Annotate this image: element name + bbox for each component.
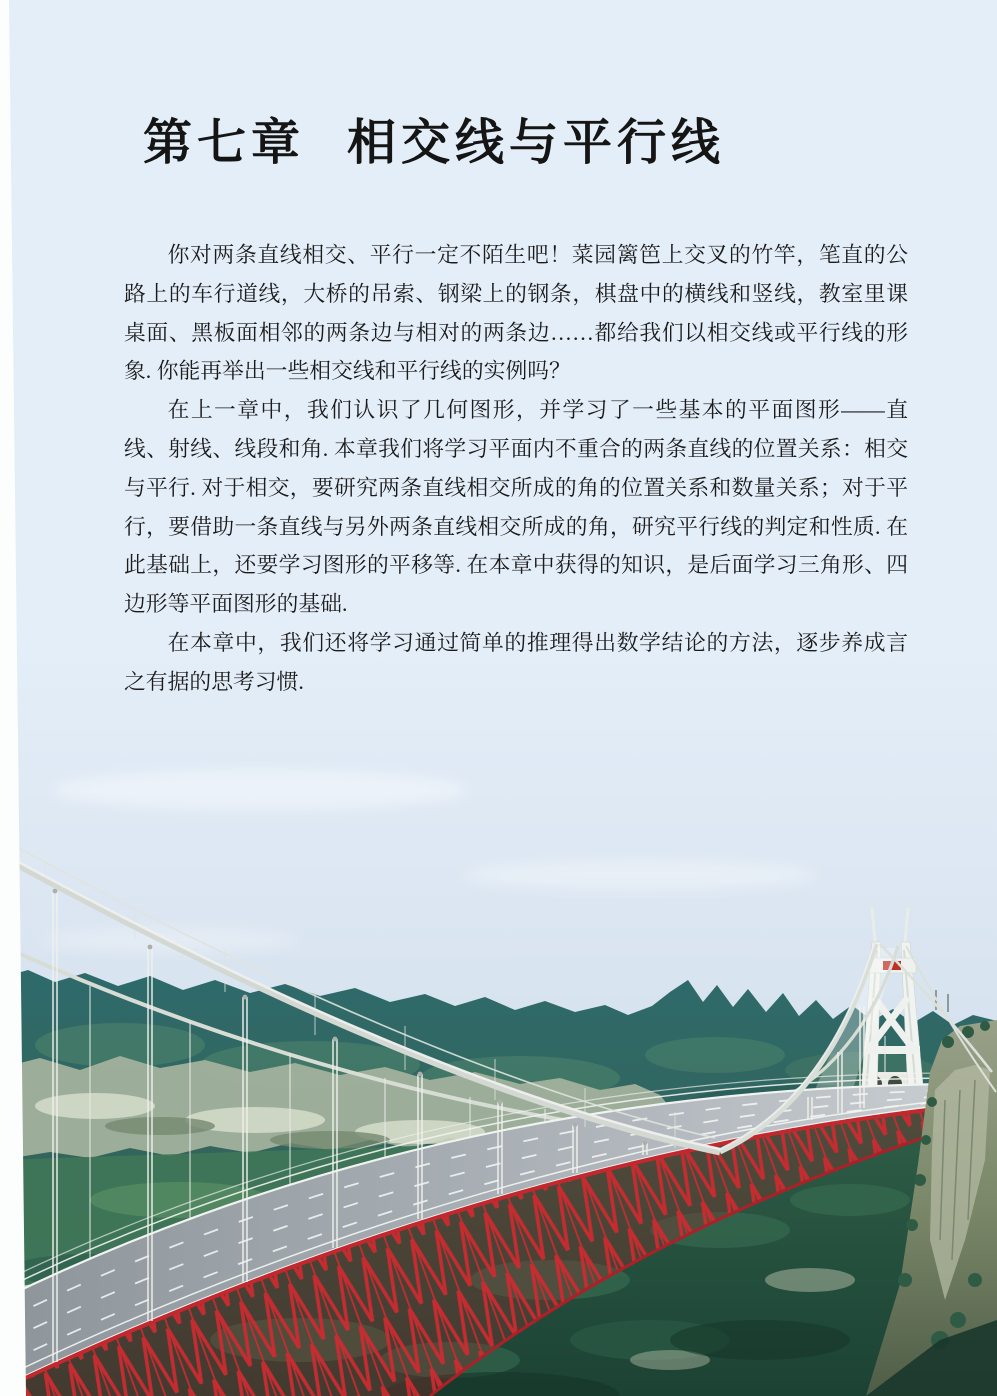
chapter-number: 第七章 [143, 116, 306, 170]
chapter-intro-text [124, 236, 908, 702]
bridge-photo [0, 640, 997, 1396]
intro-paragraph: 你对两条直线相交、平行一定不陌生吧！菜园篱笆上交叉的竹竿，笔直的公路上的车行道线，大桥的吊索、钢梁上的钢条，棋盘中的横线和竖线，教室里课桌面、黑板面相邻的两条边与相对的两条边……都给我们以相交线或平行线的形象. 你能再举出一些相交线和平行线的实例吗？ [124, 243, 908, 384]
chapter-name: 相交线与平行线 [347, 116, 726, 170]
intro-paragraph: 在本章中，我们还将学习通过简单的推理得出数学结论的方法，逐步养成言之有据的思考习惯. [124, 630, 908, 694]
chapter-title [143, 104, 725, 174]
intro-paragraph: 在上一章中，我们认识了几何图形，并学习了一些基本的平面图形——直线、射线、线段和角. 本章我们将学习平面内不重合的两条直线的位置关系：相交与平行. 对于相交，要研究两条直线相交所成的角的位置关系和数量关系；对于平行，要借助一条直线与另外两条直线相交所成的角，研究平行线的判定和性质. 在此基础上，还要学习图形的平移等. 在本章中获得的知识，是后面学习三角形、四边形等平面图形的基础. [124, 398, 908, 617]
